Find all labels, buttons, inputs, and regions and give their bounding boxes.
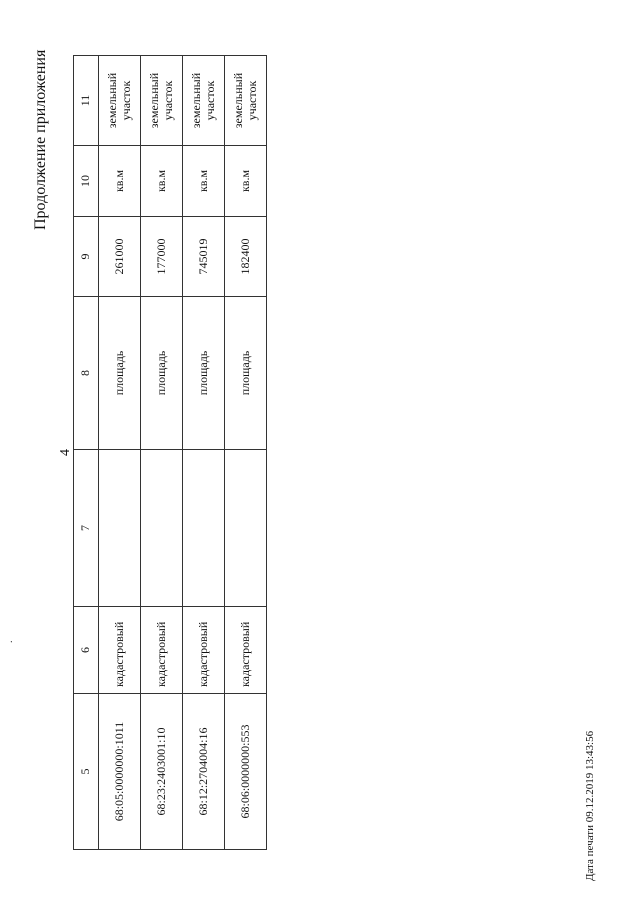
header-cell: 8 bbox=[74, 297, 99, 450]
characteristic-cell: площадь bbox=[141, 297, 183, 450]
header-cell: 11 bbox=[74, 56, 99, 146]
empty-cell bbox=[99, 450, 141, 607]
value-cell: 182400 bbox=[225, 217, 267, 297]
table-row bbox=[225, 56, 267, 850]
number-type-cell: кадастровый bbox=[99, 607, 141, 694]
cadastral-number-cell: 68:12:2704004:16 bbox=[183, 694, 225, 850]
header-cell: 9 bbox=[74, 217, 99, 297]
object-type-cell: земельный участок bbox=[141, 56, 183, 146]
object-type-cell: земельный участок bbox=[183, 56, 225, 146]
object-type-cell: земельный участок bbox=[225, 56, 267, 146]
unit-cell: кв.м bbox=[99, 146, 141, 217]
empty-cell bbox=[141, 450, 183, 607]
print-date: Дата печати 09.12.2019 13:43:56 bbox=[584, 730, 596, 881]
value-cell: 177000 bbox=[141, 217, 183, 297]
number-type-cell: кадастровый bbox=[141, 607, 183, 694]
number-type-cell: кадастровый bbox=[225, 607, 267, 694]
header-cell: 5 bbox=[74, 694, 99, 850]
unit-cell: кв.м bbox=[183, 146, 225, 217]
value-cell: 745019 bbox=[183, 217, 225, 297]
cadastral-number-cell: 68:23:2403001:10 bbox=[141, 694, 183, 850]
number-type-cell: кадастровый bbox=[183, 607, 225, 694]
value-cell: 261000 bbox=[99, 217, 141, 297]
page-number: 4 bbox=[58, 449, 73, 456]
table-row bbox=[141, 56, 183, 850]
empty-cell bbox=[225, 450, 267, 607]
table-row bbox=[99, 56, 141, 850]
characteristic-cell: площадь bbox=[225, 297, 267, 450]
appendix-table bbox=[73, 55, 267, 850]
cadastral-number-cell: 68:05:0000000:1011 bbox=[99, 694, 141, 850]
object-type-cell: земельный участок bbox=[99, 56, 141, 146]
cadastral-number-cell: 68:06:0000000:553 bbox=[225, 694, 267, 850]
stray-mark: . bbox=[4, 640, 15, 643]
header-row bbox=[74, 56, 99, 850]
header-cell: 6 bbox=[74, 607, 99, 694]
empty-cell bbox=[183, 450, 225, 607]
continuation-heading: Продолжение приложения bbox=[32, 49, 49, 230]
header-cell: 10 bbox=[74, 146, 99, 217]
characteristic-cell: площадь bbox=[99, 297, 141, 450]
unit-cell: кв.м bbox=[225, 146, 267, 217]
header-cell: 7 bbox=[74, 450, 99, 607]
table-row bbox=[183, 56, 225, 850]
unit-cell: кв.м bbox=[141, 146, 183, 217]
characteristic-cell: площадь bbox=[183, 297, 225, 450]
